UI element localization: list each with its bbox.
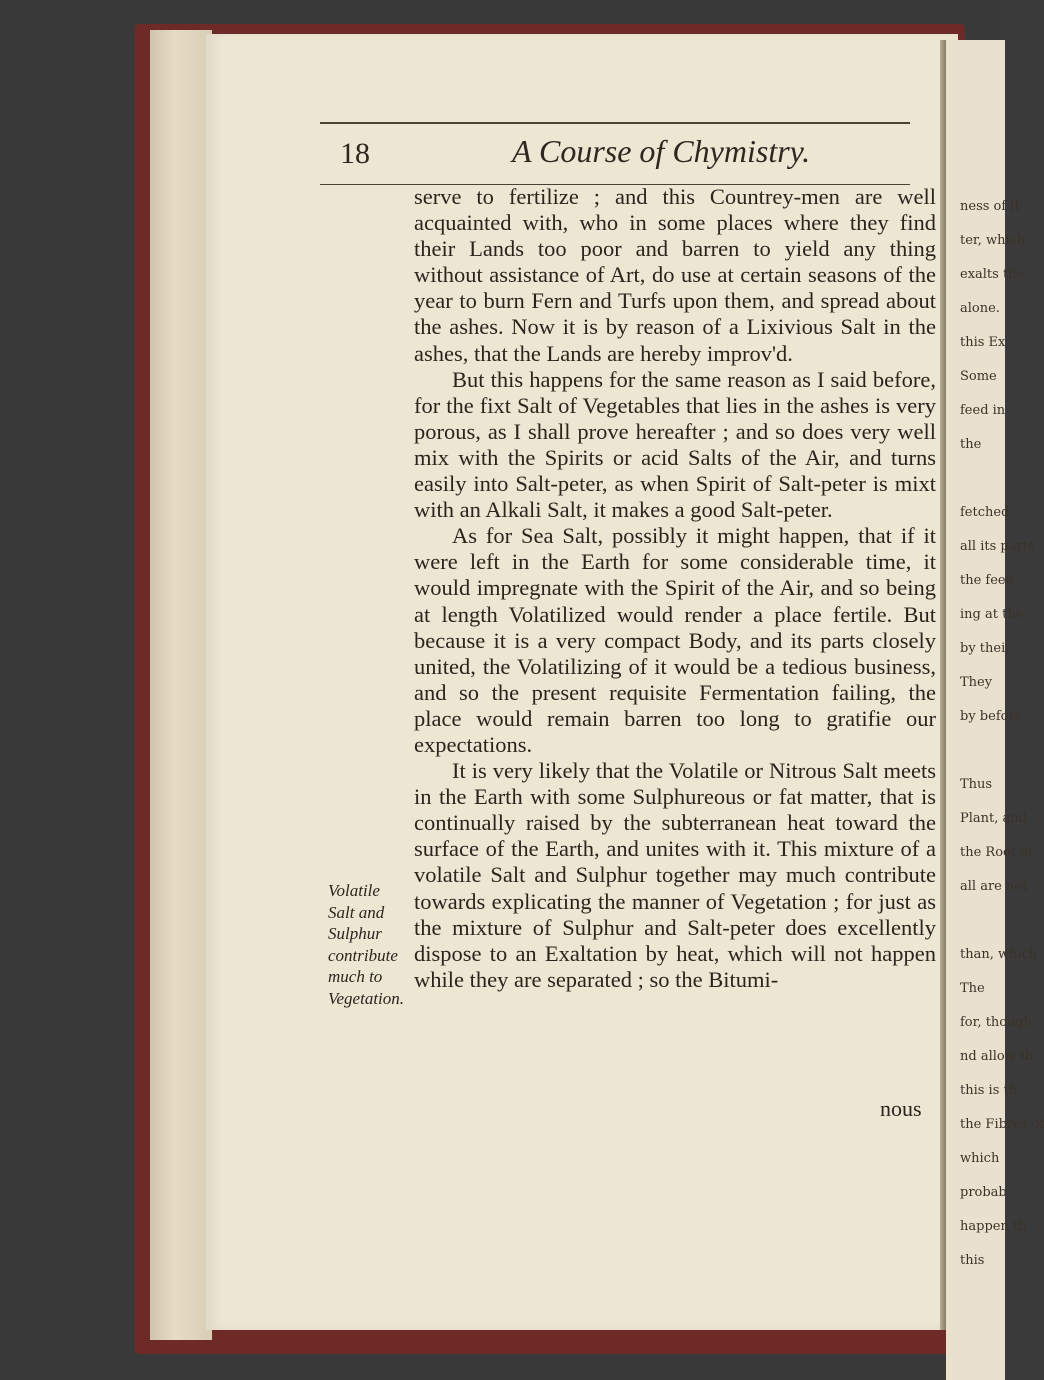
facing-page-line: for, though [960, 1015, 1033, 1030]
facing-page-line: Thus [960, 777, 993, 792]
running-title: A Course of Chymistry. [512, 133, 811, 169]
facing-page-line: ter, which [960, 233, 1026, 248]
facing-page-line: ing at the [960, 607, 1024, 622]
facing-page-line: by their [960, 641, 1012, 656]
facing-page-line: the [960, 437, 982, 452]
facing-page-line: alone. [960, 301, 1000, 316]
facing-page-line: the Fibres of [960, 1117, 1044, 1132]
margin-note [328, 880, 408, 1009]
facing-page-line: the feed [960, 573, 1014, 588]
paragraph: It is very likely that the Volatile or Nitrous Salt meets in the Earth with some Sulphureous or fat matter, that is continually raised by the subterranean heat toward the surface of the Earth, and unites with it. This mixture of a volatile Salt and Sulphur together may much contribute towards explicating the manner of Vegetation ; for just as the mixture of Sulphur and Salt-peter does excellently dispose to an Exaltation by heat, which will not happen while they are separated ; so the Bitumi- [414, 758, 936, 992]
body-text [414, 184, 936, 993]
facing-page-line: feed in [960, 403, 1006, 418]
header-rule-top [320, 122, 910, 124]
paragraph: As for Sea Salt, possibly it might happen, that if it were left in the Earth for some considerable time, it would impregnate with the Spirit of the Air, and so being at length Volatilized would render a place fertile. But because it is a very compact Body, and its parts closely united, the Volatilizing of it would be a tedious business, and so the present requisite Fermentation failing, the place would remain barren too long to gratifie our expectations. [414, 523, 936, 757]
facing-page-line: Plant, and [960, 811, 1027, 826]
facing-page-line: exalts the [960, 267, 1025, 282]
facing-page-line [960, 734, 1005, 768]
facing-page-line [960, 904, 1005, 938]
facing-page-text [960, 190, 1044, 1278]
catchword: nous [880, 1096, 922, 1121]
facing-page-line: the Root of [960, 845, 1033, 860]
facing-page-line: all its parts [960, 539, 1035, 554]
facing-page-line: all are not [960, 879, 1028, 894]
facing-page-line: They [960, 675, 993, 690]
margin-note-line: much to [328, 967, 383, 986]
facing-page-line: by before [960, 709, 1023, 724]
paragraph: But this happens for the same reason as I said before, for the fixt Salt of Vegetables that lies in the ashes is very porous, as I shall prove hereafter ; and so does very well mix with the Spirits or acid Salts of the Air, and turns easily into Salt-peter, as when Spirit of Salt-peter is mixt with an Alkali Salt, it makes a good Salt-peter. [414, 366, 936, 523]
facing-page-line: fetched [960, 505, 1010, 520]
facing-page-line: than, which [960, 947, 1038, 962]
facing-page-line: ness of it [960, 199, 1020, 214]
margin-note-line: Volatile [328, 881, 380, 900]
facing-page-line: happen th [960, 1219, 1027, 1234]
page-edges [150, 30, 212, 1340]
margin-note-line: Sulphur [328, 924, 382, 943]
margin-note-line: Salt and [328, 902, 385, 922]
page-number: 18 [340, 137, 370, 170]
facing-page-line: probab [960, 1185, 1007, 1200]
margin-note-line: contribute [328, 945, 398, 965]
facing-page-line: this Ex [960, 335, 1006, 350]
facing-page-line [960, 462, 1005, 496]
facing-page-line: Some [960, 369, 997, 384]
margin-note-line: Vegetation. [328, 988, 405, 1008]
facing-page-line: this [960, 1253, 985, 1268]
facing-page-line: nd allow th [960, 1049, 1034, 1064]
facing-page-line: which [960, 1151, 1000, 1166]
facing-page-line: this is th [960, 1083, 1018, 1098]
paragraph: serve to fertilize ; and this Countrey-men are well acquainted with, who in some places where they find their Lands too poor and barren to yield any thing without assistance of Art, do use at certain seasons of the year to burn Fern and Turfs upon them, and spread about the ashes. Now it is by reason of a Lixivious Salt in the ashes, that the Lands are hereby improv'd. [414, 184, 936, 366]
facing-page-line: The [960, 981, 985, 996]
